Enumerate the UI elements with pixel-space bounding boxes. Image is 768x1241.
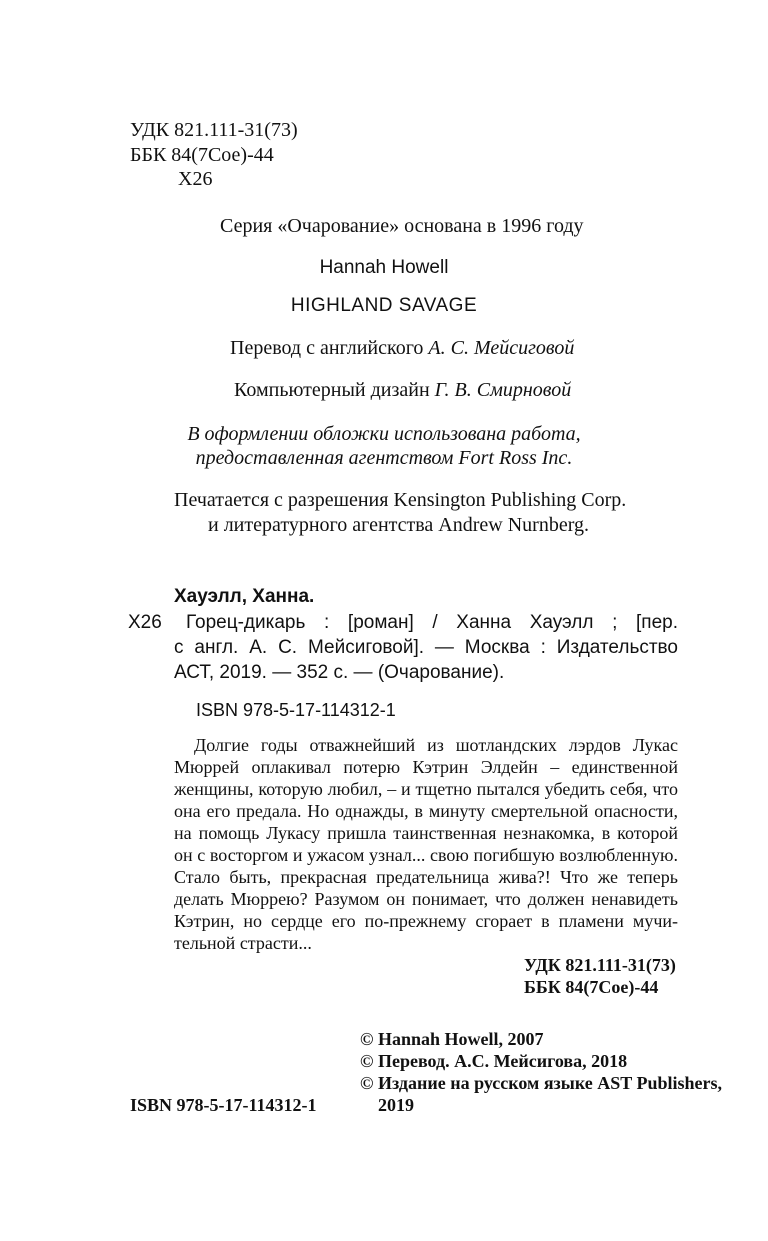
annotation-line-3: женщины, которую любил, – и тщетно пытался убедить себя, что — [174, 779, 678, 799]
annotation-line-7: Стало быть, прекрасная предательница жива?! Что же теперь — [174, 867, 678, 887]
series-line: Серия «Очарование» основана в 1996 году — [220, 215, 584, 237]
annotation-line-8: делать Мюррею? Разумом он понимает, что должен ненавидеть — [174, 889, 678, 909]
annotation-line-1: Долгие годы отважнейший из шотландских лэрдов Лукас — [194, 735, 678, 755]
catalog-line-1: Горец-дикарь : [роман] / Ханна Хауэлл ; [пер. — [186, 612, 678, 633]
catalog-line-2: с англ. А. С. Мейсиговой]. — Москва : Издательство — [174, 637, 678, 658]
copyright-line-1: © Hannah Howell, 2007 — [360, 1029, 544, 1049]
author-mark: Х26 — [178, 168, 213, 190]
copyright-line-2: © Перевод. А.С. Мейсигова, 2018 — [360, 1051, 628, 1071]
bbk-code: ББК 84(7Сое)-44 — [130, 144, 274, 166]
annotation-line-4: она его предала. Но однажды, в минуту смертельной опасности, — [174, 801, 678, 821]
cover-note-line-1: В оформлении обложки использована работа, — [187, 423, 581, 445]
annotation-bbk: ББК 84(7Сое)-44 — [524, 977, 659, 997]
original-title: HIGHLAND SAVAGE — [290, 295, 478, 316]
annotation-line-6: он с восторгом и ужасом узнал... свою погибшую возлюбленную. — [174, 845, 678, 865]
annotation-line-9: Кэтрин, но сердце его по-прежнему сгорает в пламени мучи- — [174, 911, 678, 931]
translation-credit — [230, 336, 574, 360]
bottom-isbn: ISBN 978-5-17-114312-1 — [130, 1095, 317, 1115]
udk-code: УДК 821.111-31(73) — [130, 119, 298, 141]
annotation-line-2: Мюррей оплакивал потерю Кэтрин Элдейн – единственной — [174, 757, 678, 777]
translation-prefix: Перевод с английского — [230, 337, 429, 359]
annotation-udk: УДК 821.111-31(73) — [524, 955, 676, 975]
permission-line-2: и литературного агентства Andrew Nurnberg. — [208, 514, 590, 536]
translator-name: А. С. Мейсиговой — [428, 337, 575, 359]
original-author: Hannah Howell — [319, 257, 449, 278]
copyright-line-3: © Издание на русском языке AST Publishers, — [360, 1073, 722, 1093]
permission-line-1: Печатается с разрешения Kensington Publishing Corp. — [174, 489, 627, 511]
catalog-isbn: ISBN 978-5-17-114312-1 — [196, 700, 396, 720]
annotation-line-5: на помощь Лукасу пришла таинственная незнакомка, в которой — [174, 823, 678, 843]
catalog-line-3: АСТ, 2019. — 352 с. — (Очарование). — [174, 662, 505, 683]
catalog-mark: Х26 — [128, 612, 162, 633]
annotation-line-10: тельной страсти... — [174, 933, 312, 953]
design-prefix: Компьютерный дизайн — [234, 379, 435, 401]
copyright-line-4: 2019 — [378, 1095, 414, 1115]
design-credit — [234, 378, 571, 402]
designer-name: Г. В. Смирновой — [434, 379, 572, 401]
cover-note-line-2: предоставленная агентством Fort Ross Inc. — [195, 447, 573, 469]
catalog-heading: Хауэлл, Ханна. — [174, 586, 315, 607]
